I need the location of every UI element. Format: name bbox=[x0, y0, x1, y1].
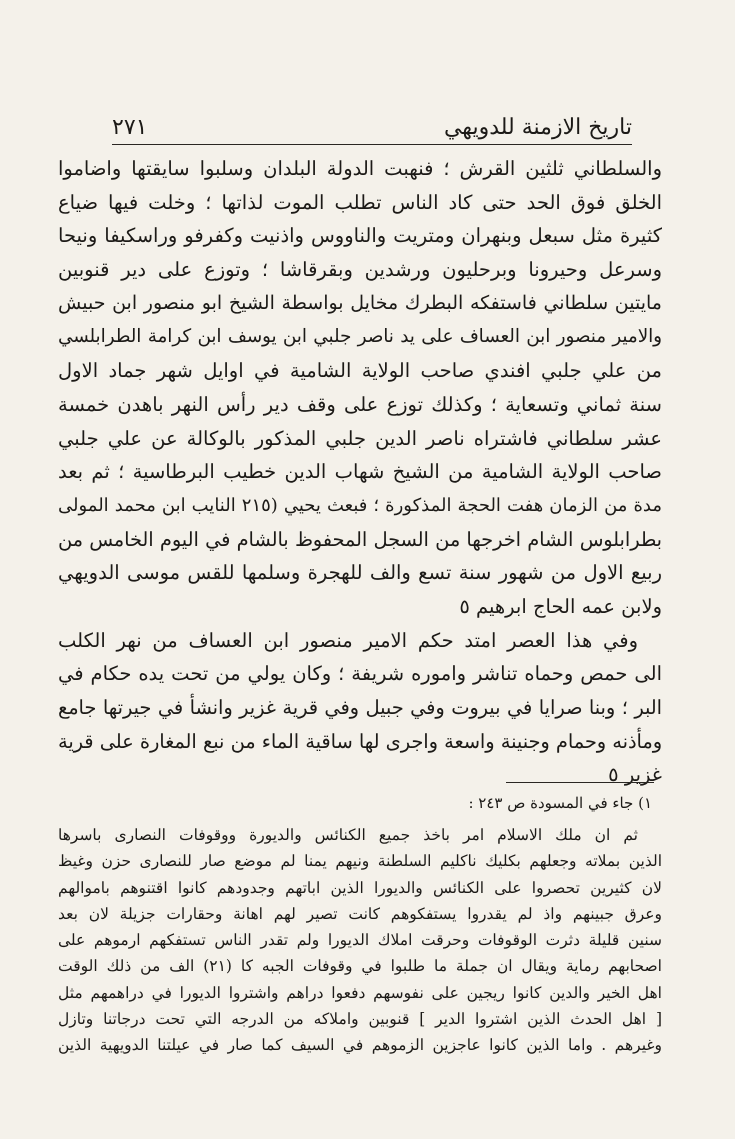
text-line: ولابن عمه الحاج ابرهيم ٥ bbox=[459, 594, 662, 618]
footnote-line: سنين قليلة دثرت الوقوفات وحرقت املاك الديورا ولم تقدر الناس تستفكهم ارموهم على bbox=[58, 931, 662, 950]
page-header bbox=[112, 112, 632, 145]
text-line: البر ؛ وبنا صرايا في بيروت وفي جبيل وفي قرية غزير وانشأ في جيرتها جامع bbox=[58, 696, 662, 719]
footnote-line: الذين بملاته وجعلهم بكليك ناكليم السلطنة ونيهم يمنا لم موضع صار للنصارى حزن وغيظ bbox=[58, 852, 662, 871]
text-line: بطرابلوس الشام اخرجها من السجل المحفوظ بالشام في اليوم الخامس من bbox=[58, 527, 662, 551]
text-line: ربيع الاول من شهور سنة تسع والف للهجرة وسلمها للقس موسى الدويهي bbox=[58, 561, 662, 585]
text-line: عشر سلطاني فاشتراه ناصر الدين جلبي المذكور بالوكالة عن علي جلبي bbox=[58, 426, 662, 450]
footnote-line: [ اهل الحدث الذين اشتروا الدير ] قنوبين واملاكه من الدرجه التي تحت درجاتنا وتازل bbox=[58, 1010, 662, 1029]
text-line: صاحب الولاية الشامية من الشيخ شهاب الدين خطيب البرطاسية ؛ ثم بعد bbox=[58, 460, 662, 484]
page-number: ٢٧١ bbox=[112, 115, 148, 140]
text-line: مدة من الزمان هفت الحجة المذكورة ؛ فبعث يحيي (٢١٥ النايب ابن محمد المولى bbox=[58, 494, 662, 516]
running-title: تاريخ الازمنة للدويهي bbox=[443, 115, 632, 140]
text-line: من علي جلبي افندي صاحب الولاية الشامية في اوايل شهر جماد الاول bbox=[58, 359, 662, 383]
footnote-line: وعرق جبينهم واذ لم يقدروا يستفكوهم كانت تصير لهم اهانة وحقارات جزيلة لان بعد bbox=[58, 904, 662, 923]
footnote-line: وغيرهم . واما الذين كانوا عاجزين الزموهم في السيف كما صار في عيلتنا الدويهية الذين bbox=[58, 1036, 662, 1055]
text-line: غزير ٥ bbox=[608, 763, 662, 787]
text-line: كثيرة مثل سبعل وبنهران ومتريت والناووس واذنيت وكفرفو وراسكيفا ونيحا bbox=[58, 224, 662, 248]
text-line: وسرعل وحيرونا وبرحليون ورشدين وبقرقاشا ؛ وتوزع على دير قنوبين bbox=[58, 258, 662, 282]
footnote-divider bbox=[506, 782, 654, 783]
text-line: الى حمص وحماه تناشر واموره شريفة ؛ وكان يولي من تحت يده حكام في bbox=[58, 662, 662, 686]
footnote-line: اهل الخير والدين كانوا ريجين على نفوسهم دفعوا دراهم واشتروا الديورا في دراهمهم مثل bbox=[58, 983, 662, 1002]
text-line: ومأذنه وحمام وجنينة واسعة واجرى لها ساقية الماء من نبع المغارة على قرية bbox=[58, 729, 662, 753]
footnote-line: اصحابهم رماية ويقال ان جملة ما طلبوا في وقوفات الجبه كا (٢١) الف من ذلك الوقت bbox=[58, 957, 662, 976]
footnote-line: لان كثيرين تحصروا على الكنائس والديورا الذين اباتهم وجدودهم كانوا اقتنوهم باموالهم bbox=[58, 878, 662, 897]
text-line: الخلق فوق الحد حتى كاد الناس تطلب الموت لذاتها ؛ وخلت فيها ضياع bbox=[58, 190, 662, 214]
text-line: والامير منصور ابن العساف على يد ناصر جلبي ابن يوسف ابن كرامة الطرابلسي bbox=[58, 326, 662, 348]
text-line: سنة ثماني وتسعاية ؛ وكذلك توزع على وقف دير رأس النهر باهدن خمسة bbox=[58, 392, 662, 416]
footnote-line: ثم ان ملك الاسلام امر باخذ جميع الكنائس والديورة ووقوفات النصارى باسرها bbox=[58, 826, 638, 844]
text-line: مايتين سلطاني فاستفكه البطرك مخايل بواسطة الشيخ ابو منصور ابن حبيش bbox=[58, 291, 662, 314]
footnote-reference: ١) جاء في المسودة ص ٢٤٣ : bbox=[468, 794, 652, 812]
text-line: وفي هذا العصر امتد حكم الامير منصور ابن العساف من نهر الكلب bbox=[58, 628, 638, 652]
text-line: والسلطاني ثلثين القرش ؛ فنهبت الدولة البلدان وسلبوا سايقتها واضاموا bbox=[58, 157, 662, 180]
main-text bbox=[58, 152, 662, 792]
footnote-text bbox=[58, 822, 662, 1059]
